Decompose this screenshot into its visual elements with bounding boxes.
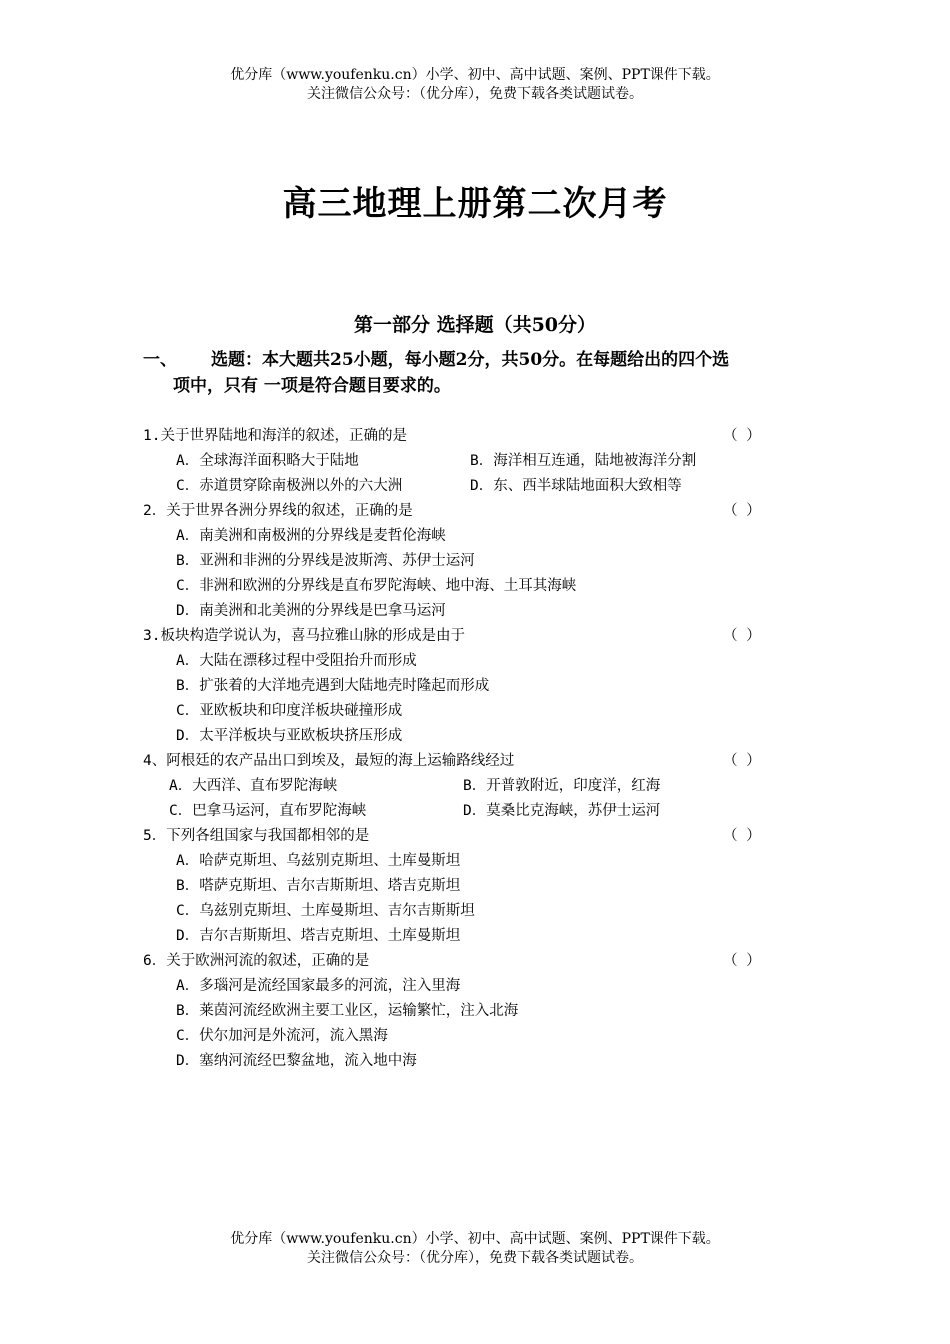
question-1-stem: 1.关于世界陆地和海洋的叙述，正确的是 （ ）	[143, 424, 783, 449]
question-5-option-b: B．嗒萨克斯坦、吉尔吉斯斯坦、塔吉克斯坦	[176, 878, 461, 894]
question-2-option-d: D．南美洲和北美洲的分界线是巴拿马运河	[176, 603, 446, 619]
footer-line-2: 关注微信公众号：（优分库），免费下载各类试题试卷。	[307, 1250, 643, 1266]
answer-paren: （ ）	[723, 828, 761, 844]
question-4-options-row-1	[143, 774, 783, 799]
question-2-stem: 2．关于世界各洲分界线的叙述，正确的是 （ ）	[143, 499, 783, 524]
option-c: C．巴拿马运河，直布罗陀海峡	[169, 803, 367, 819]
page-title: 高三地理上册第二次月考	[282, 184, 668, 224]
option-d: D．东、西半球陆地面积大致相等	[470, 478, 682, 494]
option-a: A．大西洋、直布罗陀海峡	[169, 778, 338, 794]
question-1-options-row-1	[143, 449, 783, 474]
question-5-option-c: C．乌兹别克斯坦、土库曼斯坦、吉尔吉斯斯坦	[176, 903, 475, 919]
question-3-option-b: B．扩张着的大洋地壳遇到大陆地壳时隆起而形成	[176, 678, 490, 694]
question-5-stem: 5．下列各组国家与我国都相邻的是 （ ）	[143, 824, 783, 849]
option-b: B．开普敦附近，印度洋，红海	[463, 778, 661, 794]
answer-paren: （ ）	[723, 628, 761, 644]
question-4-stem: 4、阿根廷的农产品出口到埃及，最短的海上运输路线经过 （ ）	[143, 749, 783, 774]
question-6-option-a: A．多瑙河是流经国家最多的河流，注入里海	[176, 978, 461, 994]
answer-paren: （ ）	[723, 503, 761, 519]
question-3-option-c: C．亚欧板块和印度洋板块碰撞形成	[176, 703, 403, 719]
answer-paren: （ ）	[723, 953, 761, 969]
answer-paren: （ ）	[723, 753, 761, 769]
question-2-option-a: A．南美洲和南极洲的分界线是麦哲伦海峡	[176, 528, 446, 544]
question-1-options-row-2	[143, 474, 783, 499]
instruction-number: 一、	[143, 350, 177, 370]
option-c: C．赤道贯穿除南极洲以外的六大洲	[176, 478, 403, 494]
header-line-2: 关注微信公众号：（优分库），免费下载各类试题试卷。	[307, 86, 643, 102]
part-title: 第一部分 选择题（共50分）	[353, 314, 597, 336]
question-6-option-c: C．伏尔加河是外流河，流入黑海	[176, 1028, 388, 1044]
question-6-stem: 6．关于欧洲河流的叙述，正确的是 （ ）	[143, 949, 783, 974]
question-6-option-b: B．莱茵河流经欧洲主要工业区，运输繁忙，注入北海	[176, 1003, 519, 1019]
question-3-stem: 3.板块构造学说认为，喜马拉雅山脉的形成是由于 （ ）	[143, 624, 783, 649]
instruction-line-2: 项中，只有 一项是符合题目要求的。	[173, 376, 451, 396]
question-3-option-a: A．大陆在漂移过程中受阻抬升而形成	[176, 653, 417, 669]
option-d: D．莫桑比克海峡，苏伊士运河	[463, 803, 661, 819]
option-a: A．全球海洋面积略大于陆地	[176, 453, 359, 469]
question-3-option-d: D．太平洋板块与亚欧板块挤压形成	[176, 728, 403, 744]
answer-paren: （ ）	[723, 428, 761, 444]
option-b: B．海洋相互连通，陆地被海洋分割	[470, 453, 697, 469]
question-5-option-d: D．吉尔吉斯斯坦、塔吉克斯坦、土库曼斯坦	[176, 928, 461, 944]
instruction-line-1: 选题：本大题共25小题，每小题2分，共50分。在每题给出的四个选	[211, 350, 730, 370]
question-list	[143, 424, 783, 1074]
instruction	[143, 347, 823, 399]
question-6-option-d: D．塞纳河流经巴黎盆地，流入地中海	[176, 1053, 417, 1069]
header-line-1: 优分库（www.youfenku.cn）小学、初中、高中试题、案例、PPT课件下载。	[230, 67, 720, 83]
question-2-option-c: C．非洲和欧洲的分界线是直布罗陀海峡、地中海、土耳其海峡	[176, 578, 577, 594]
question-2-option-b: B．亚洲和非洲的分界线是波斯湾、苏伊士运河	[176, 553, 475, 569]
question-5-option-a: A．哈萨克斯坦、乌兹别克斯坦、土库曼斯坦	[176, 853, 461, 869]
footer-line-1: 优分库（www.youfenku.cn）小学、初中、高中试题、案例、PPT课件下载。	[230, 1231, 720, 1247]
question-4-options-row-2	[143, 799, 783, 824]
